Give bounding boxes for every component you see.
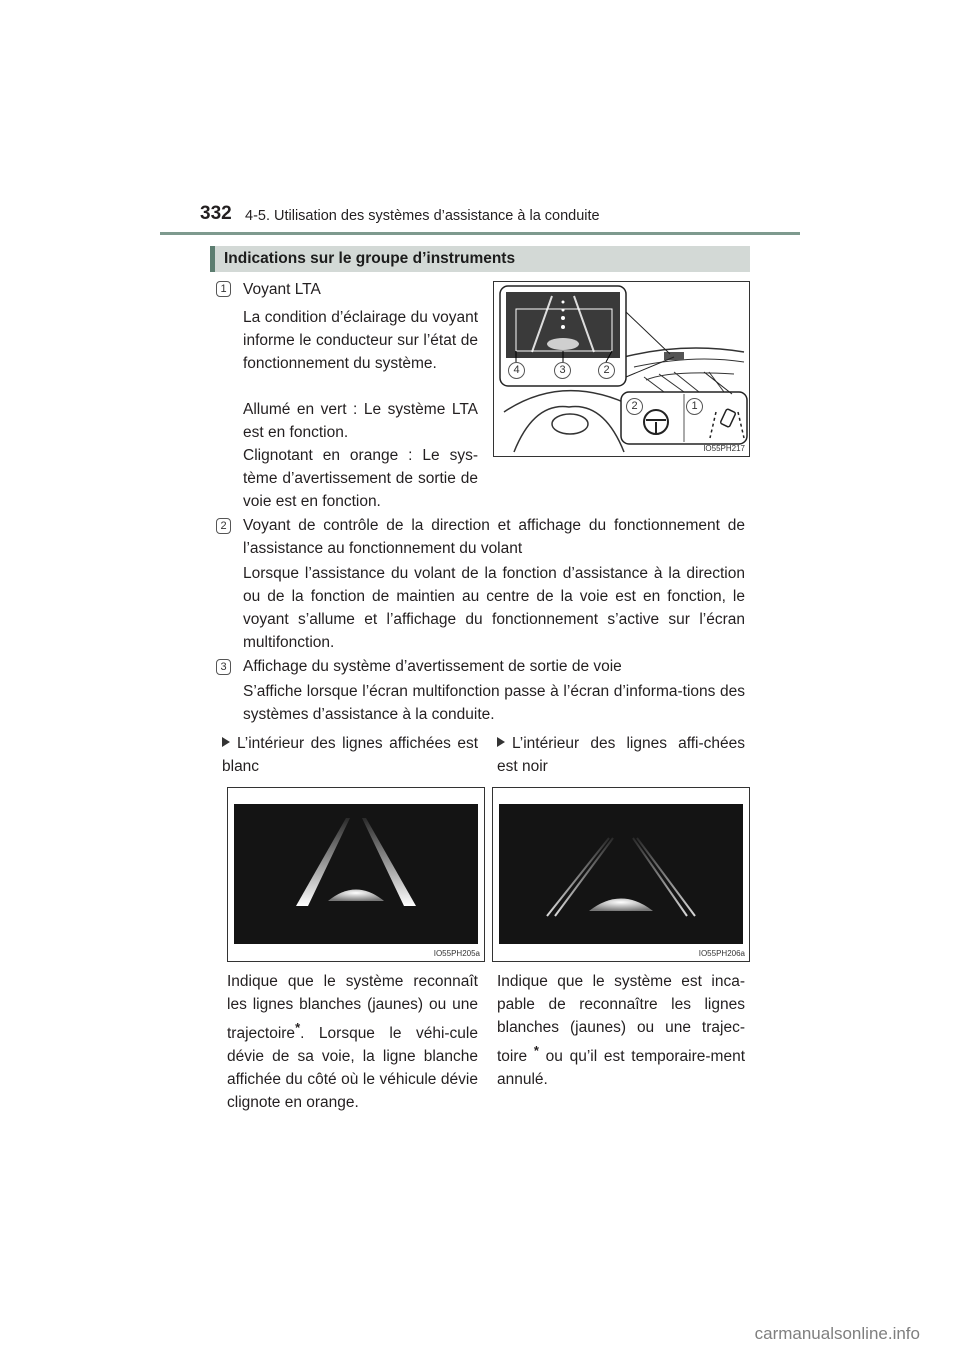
- right-caption-text: Indique que le système est inca-pable de reconnaître les lignes blanches (jaunes) ou une trajec-toire: [497, 973, 745, 1066]
- callout-3: 3: [554, 362, 571, 379]
- item-2-paragraph: Lorsque l’assistance du volant de la fonction d’assistance à la direction ou de la fonction de maintien au centre de la voie est en fonction, le voyant s’allume et l’affichage du fonctionnement s’active sur l’écran multifonction.: [243, 565, 745, 651]
- item-marker-1: 1: [216, 281, 231, 297]
- item-3-title: Affichage du système d’avertissement de sortie de voie: [243, 658, 622, 675]
- white-lines-figure: [227, 787, 485, 962]
- black-lines-display: [493, 788, 749, 961]
- left-heading-text: L’intérieur des lignes affichées est blanc: [222, 735, 478, 775]
- item-1-paragraph: La condition d’éclairage du voyant informe le conducteur sur l’état de fonctionnement du système.: [243, 309, 478, 372]
- figure-code: IO55PH205a: [433, 949, 480, 958]
- left-caption: [227, 970, 478, 1114]
- item-1-paragraph: Allumé en vert : Le système LTA est en fonction.: [243, 401, 478, 441]
- header-rule: [160, 232, 800, 235]
- item-1-paragraph: Clignotant en orange : Le sys-tème d’avertissement de sortie de voie est en fonction.: [243, 447, 478, 510]
- section-heading: [210, 246, 750, 272]
- left-column-heading: [222, 732, 478, 778]
- asterisk-marker: *: [533, 1043, 539, 1058]
- item-3-paragraph: S’affiche lorsque l’écran multifonction passe à l’écran d’informa-tions des systèmes d’assistance à la conduite.: [243, 683, 745, 723]
- watermark: carmanualsonline.info: [754, 1324, 920, 1343]
- right-caption: [497, 970, 745, 1091]
- callout-4: 4: [508, 362, 525, 379]
- page-number: 332: [200, 203, 232, 224]
- black-lines-figure: [492, 787, 750, 962]
- right-caption-rest: ou qu’il est temporaire-ment annulé.: [497, 1048, 745, 1089]
- callout-2-lower: 2: [626, 398, 643, 415]
- instrument-cluster-figure: [493, 281, 750, 457]
- right-column-heading: [497, 732, 745, 778]
- right-heading-text: L’intérieur des lignes affi-chées est noir: [497, 735, 745, 775]
- section-title: Indications sur le groupe d’instruments: [224, 250, 516, 267]
- bullet-triangle-icon: [222, 737, 230, 747]
- item-marker-2: 2: [216, 518, 231, 534]
- bullet-triangle-icon: [497, 737, 505, 747]
- figure-code: IO55PH206a: [698, 949, 745, 958]
- callout-1: 1: [686, 398, 703, 415]
- left-caption-text: Indique que le système reconnaît les lignes blanches (jaunes) ou une trajectoire: [227, 973, 478, 1043]
- item-1-title: Voyant LTA: [243, 281, 321, 298]
- item-2-title: Voyant de contrôle de la direction et affichage du fonctionnement de l’assistance au fonctionnement du volant: [243, 517, 745, 557]
- asterisk-marker: *: [295, 1020, 301, 1035]
- left-caption-rest: . Lorsque le véhi-cule dévie de sa voie, la ligne blanche affichée du côté où le véhicule dévie clignote en orange.: [227, 1025, 478, 1112]
- callout-2: 2: [598, 362, 615, 379]
- white-lines-display: [228, 788, 484, 961]
- figure-code: IO55PH217: [703, 444, 745, 453]
- chapter-title: 4-5. Utilisation des systèmes d’assistance à la conduite: [245, 208, 600, 224]
- dashboard-illustration: [494, 282, 749, 456]
- item-marker-3: 3: [216, 659, 231, 675]
